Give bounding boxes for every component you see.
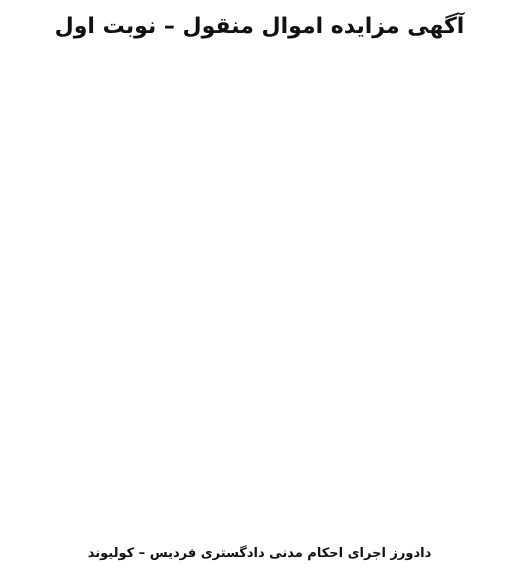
notice-title: آگهی مزایده اموال منقول – نوبت اول [54, 14, 465, 39]
notice-signature: دادورز اجرای احکام مدنی دادگستری فردیس – کولیوند [87, 546, 432, 561]
notice-body [14, 50, 505, 538]
